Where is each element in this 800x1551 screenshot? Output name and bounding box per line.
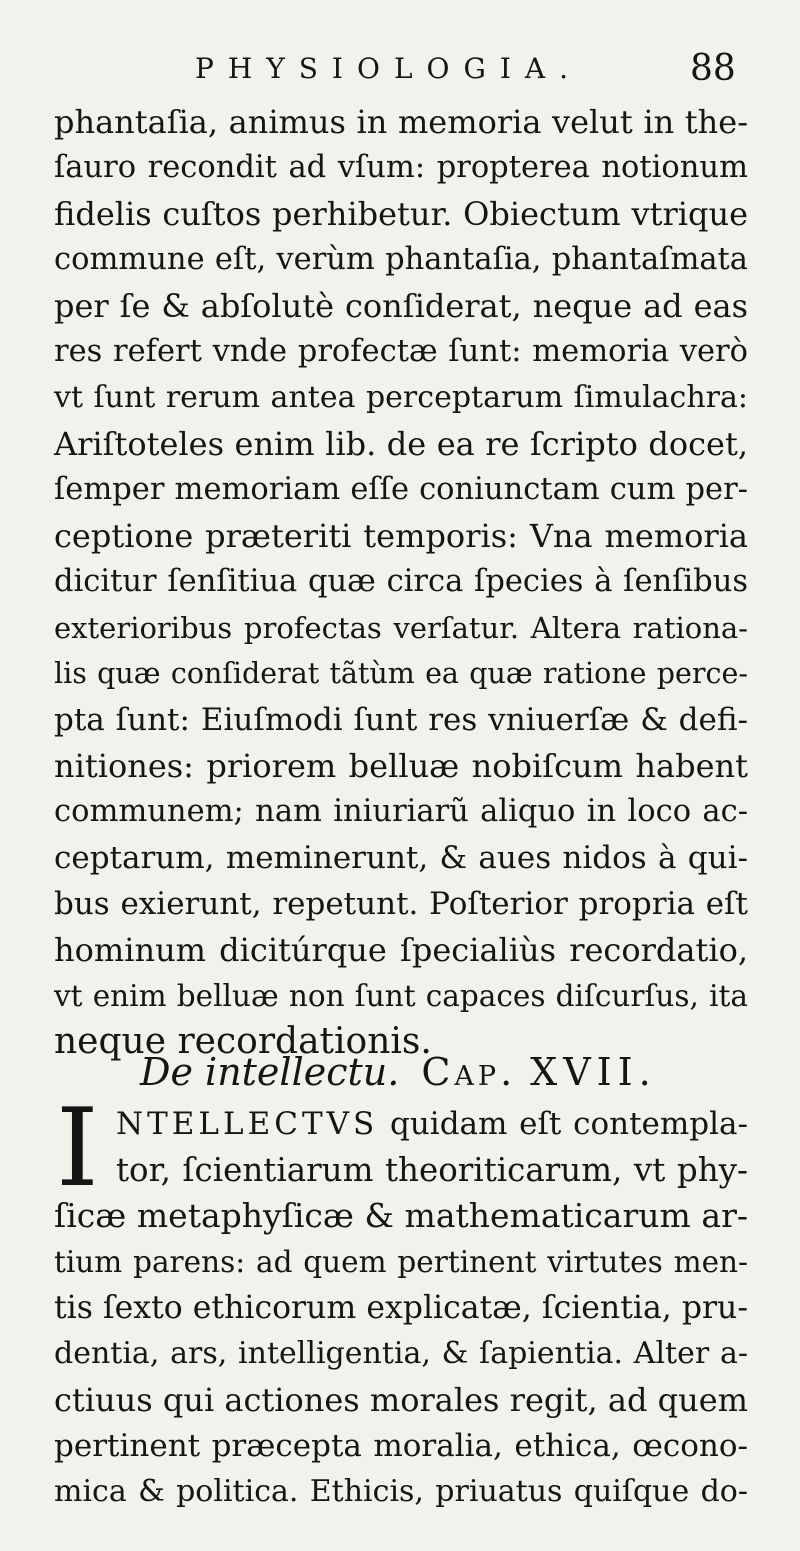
drop-cap: I bbox=[56, 1086, 99, 1211]
text-line: per ſe & abſolutè conſiderat, neque ad eas bbox=[54, 287, 748, 325]
text-line: hominum dicitúrque ſpecialiùs recordatio, bbox=[54, 931, 748, 969]
chapter-heading bbox=[140, 1050, 680, 1094]
text-line: lis quæ conſiderat tãtùm ea quæ ratione perce- bbox=[54, 657, 748, 690]
page-number: 88 bbox=[690, 48, 736, 89]
chapter-title: De intellectu. bbox=[140, 1050, 400, 1094]
text-line: tor, ſcientiarum theoriticarum, vt phy- bbox=[116, 1151, 748, 1189]
running-head bbox=[0, 48, 800, 100]
text-line: res refert vnde profectæ ſunt: memoria verò bbox=[54, 334, 748, 369]
text-line: pertinent præcepta moralia, ethica, œcono- bbox=[54, 1428, 748, 1464]
text-line: dicitur ſenſitiua quæ circa ſpecies à ſenſibus bbox=[54, 564, 748, 599]
text-fragment: quidam eſt contempla- bbox=[389, 1106, 748, 1142]
text-line: communem; nam iniuriarũ aliquo in loco ac- bbox=[54, 794, 748, 829]
text-line: vt enim belluæ non ſunt capaces diſcurſus, ita bbox=[54, 979, 748, 1013]
running-title: PHYSIOLOGIA. bbox=[195, 52, 583, 85]
text-line: ceptione præteriti temporis: Vna memoria bbox=[54, 517, 748, 555]
text-line: ſicæ metaphyſicæ & mathematicarum ar- bbox=[54, 1196, 748, 1235]
text-line: vt ſunt rerum antea perceptarum ſimulachra: bbox=[54, 380, 748, 415]
text-line: pta ſunt: Eiuſmodi ſunt res vniuerſæ & defi- bbox=[54, 702, 748, 738]
text-line: mica & politica. Ethicis, priuatus quiſque do- bbox=[54, 1474, 748, 1509]
chapter-number: XVII. bbox=[530, 1050, 657, 1094]
text-line: tium parens: ad quem pertinent virtutes men- bbox=[54, 1245, 748, 1279]
text-line: ctiuus qui actiones morales regit, ad quem bbox=[54, 1381, 748, 1419]
lead-small-caps: NTELLECTVS bbox=[116, 1106, 379, 1142]
text-line: phantaſia, animus in memoria velut in the- bbox=[54, 103, 748, 141]
text-line: bus exierunt, repetunt. Poſterior propria eſt bbox=[54, 886, 748, 922]
text-line: ſauro recondit ad vſum: propterea notionum bbox=[54, 150, 748, 185]
text-line: fidelis cuſtos perhibetur. Obiectum vtrique bbox=[54, 195, 748, 233]
text-line: commune eſt, verùm phantaſia, phantaſmata bbox=[54, 242, 748, 277]
text-line: exterioribus profectas verſatur. Altera rationa- bbox=[54, 611, 748, 645]
text-line bbox=[116, 1102, 748, 1146]
text-line: neque recordationis. bbox=[54, 1021, 432, 1062]
text-line: nitiones: priorem belluæ nobiſcum habent bbox=[54, 747, 748, 785]
text-line: Ariſtoteles enim lib. de ea re ſcripto docet, bbox=[54, 425, 748, 463]
text-line: tis ſexto ethicorum explicatæ, ſcientia, pru- bbox=[54, 1290, 748, 1326]
text-line: ceptarum, meminerunt, & aues nidos à qui- bbox=[54, 840, 748, 876]
chapter-label: Cap. bbox=[421, 1050, 517, 1094]
text-line: dentia, ars, intelligentia, & ſapientia. Alter a- bbox=[54, 1336, 748, 1371]
text-line: ſemper memoriam eſſe coniunctam cum per- bbox=[54, 472, 748, 507]
